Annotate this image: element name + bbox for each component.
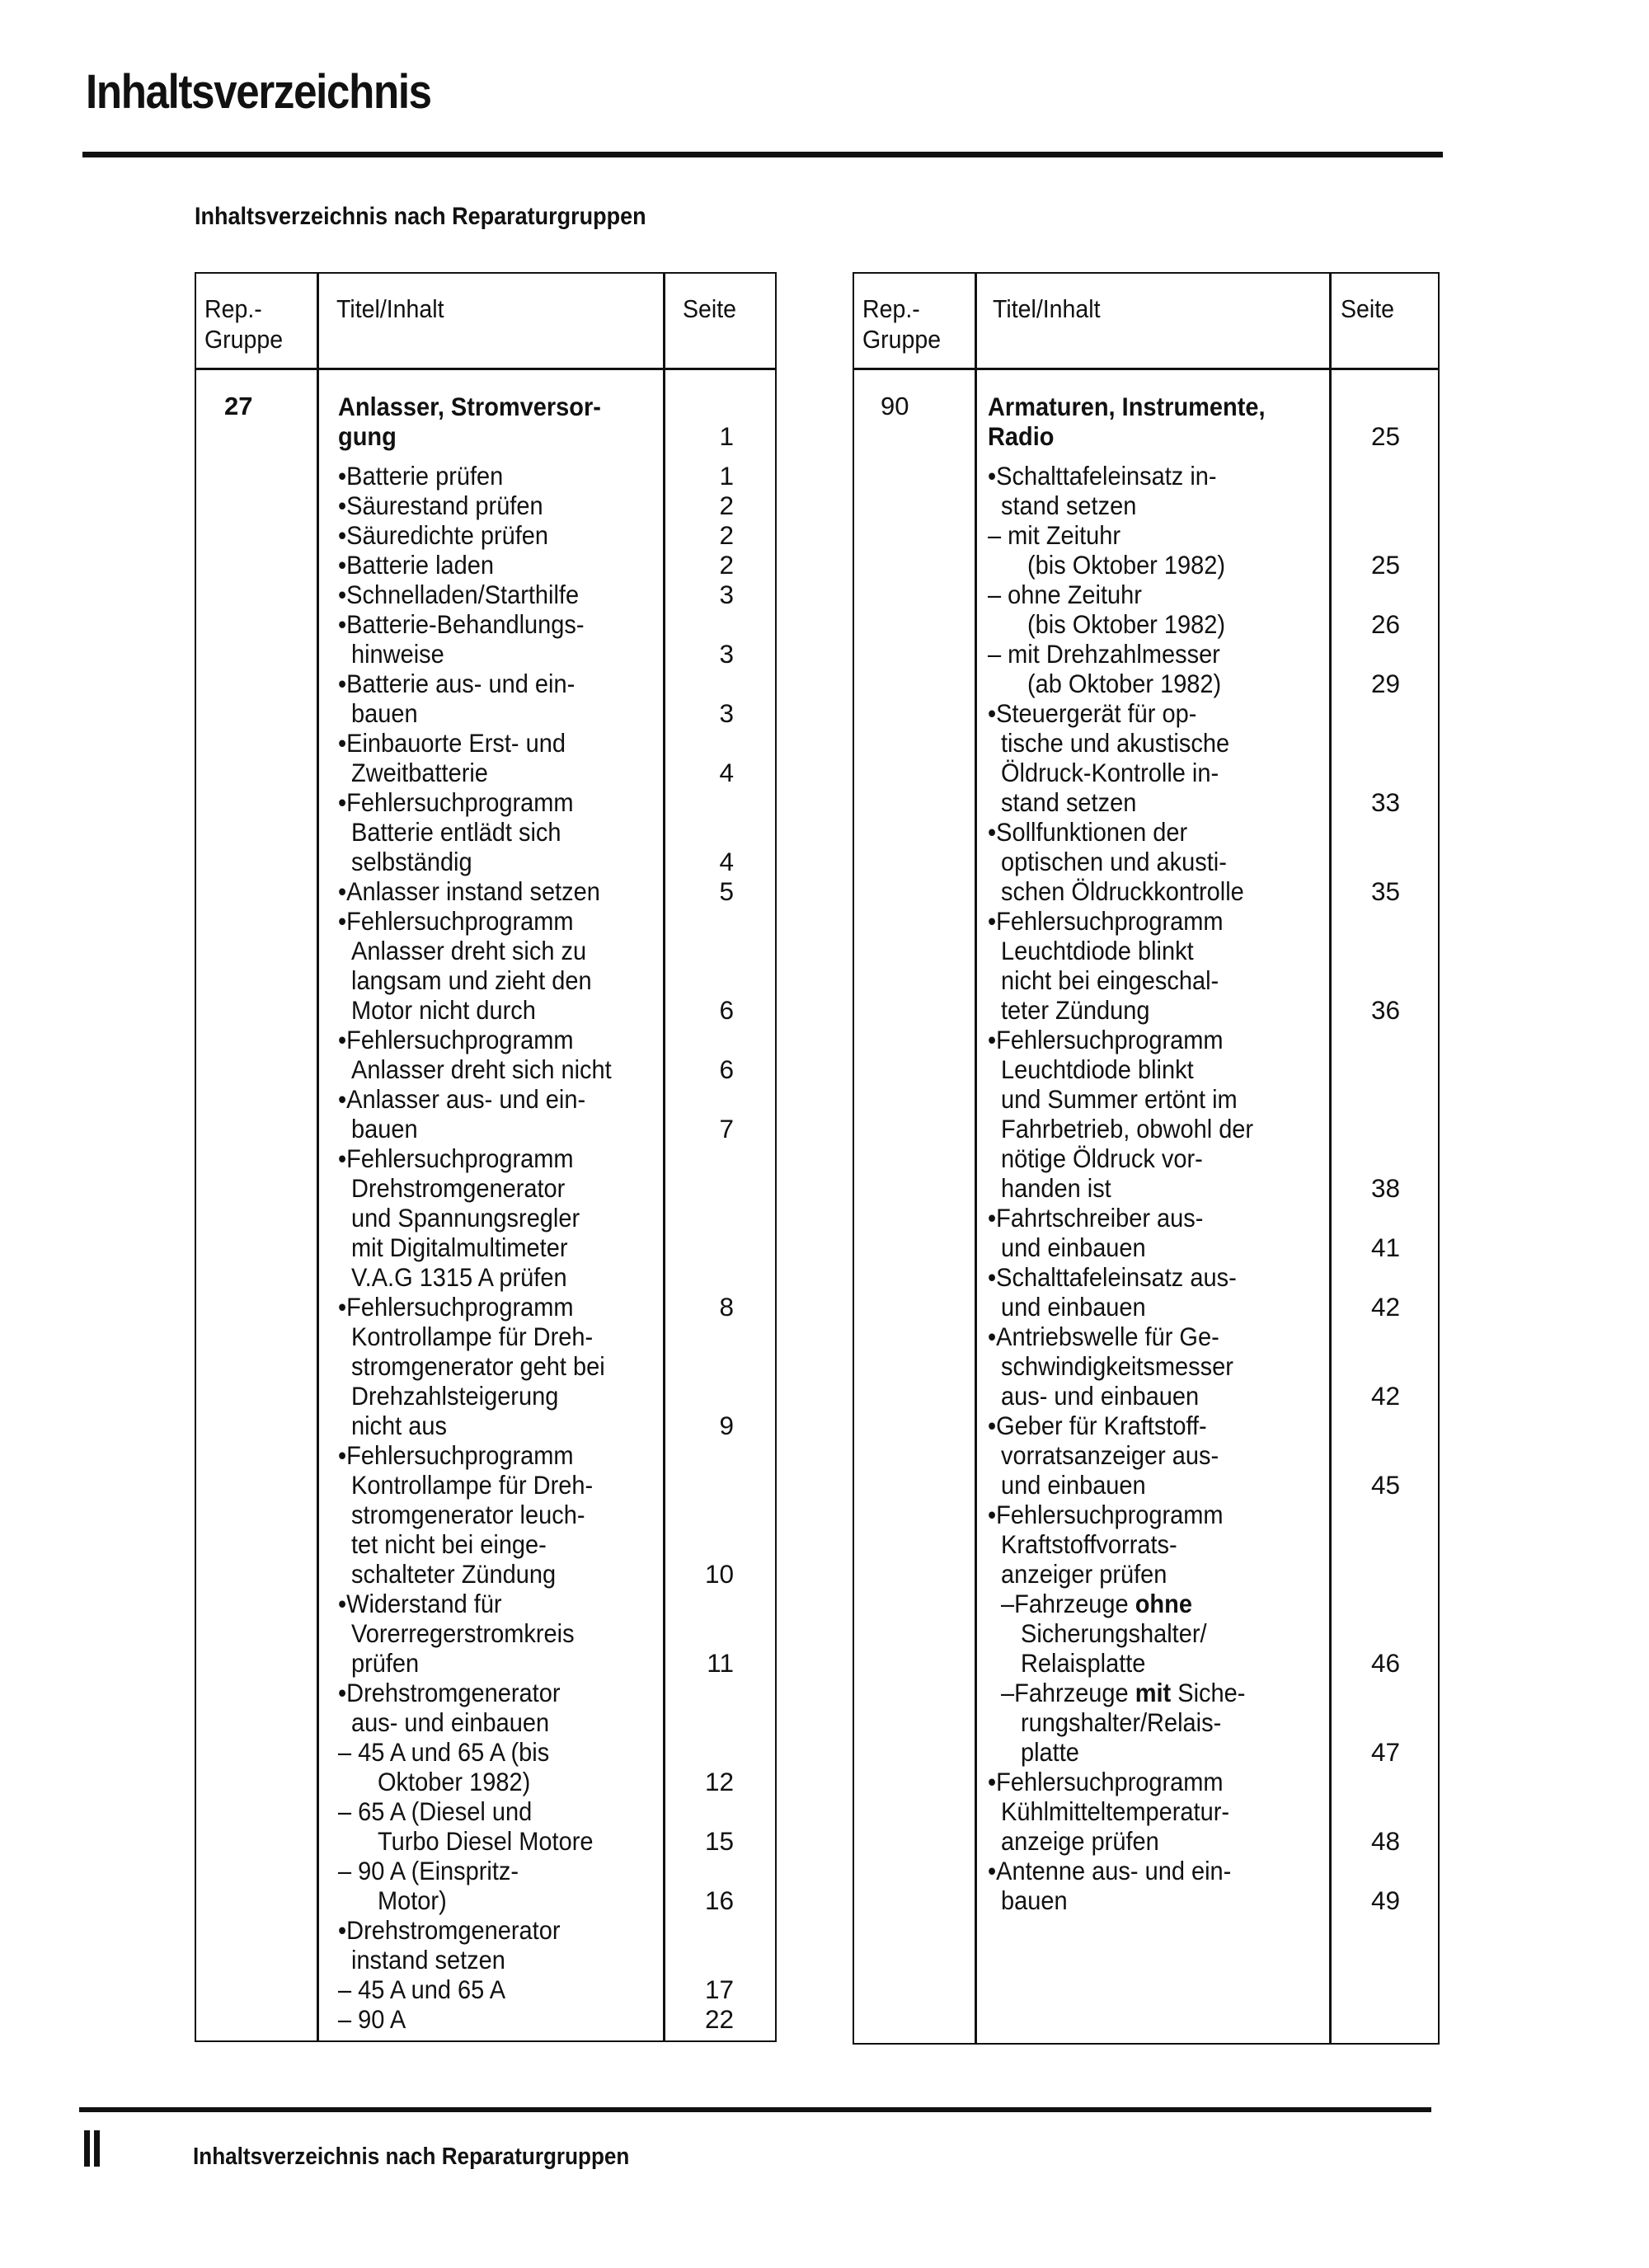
toc-entries	[988, 392, 1449, 1915]
toc-entry-line	[338, 1292, 800, 1322]
entry-text: •Fehlersuchprogramm	[988, 1025, 1224, 1054]
toc-entry-line	[338, 491, 800, 520]
entry-page-number: 42	[1370, 1292, 1400, 1322]
entry-page-number: 26	[1370, 609, 1400, 639]
entry-text: •Drehstromgenerator	[338, 1678, 561, 1707]
toc-entry-line	[988, 817, 1449, 847]
toc-entry-line	[988, 1648, 1449, 1678]
toc-entry-line	[988, 1589, 1449, 1618]
entry-text: – 45 A und 65 A (bis	[338, 1737, 550, 1767]
toc-table-right	[853, 272, 1440, 2045]
page-number-bar	[84, 2130, 90, 2167]
header-rule	[82, 152, 1443, 157]
toc-entry-line	[988, 1292, 1449, 1322]
entry-page-number: 42	[1370, 1381, 1400, 1411]
entry-text: schalteter Zündung	[351, 1559, 557, 1589]
toc-entry-line	[988, 1470, 1449, 1500]
entry-text: •Fehlersuchprogramm	[338, 906, 574, 936]
entry-text: –Fahrzeuge mit Siche-	[1001, 1678, 1246, 1707]
entry-text: –Fahrzeuge ohne	[1001, 1589, 1192, 1618]
toc-entry-line	[988, 995, 1449, 1025]
toc-entry-line	[988, 1114, 1449, 1143]
toc-entry-line	[338, 1767, 800, 1796]
toc-entry-line	[338, 995, 800, 1025]
toc-entry-line	[988, 1322, 1449, 1351]
entry-text: Fahrbetrieb, obwohl der	[1001, 1114, 1254, 1143]
entry-text: •Fehlersuchprogramm	[988, 1767, 1224, 1796]
toc-entry-line	[988, 1084, 1449, 1114]
entry-text: •Schalttafeleinsatz in-	[988, 461, 1217, 491]
entry-page-number: 49	[1370, 1885, 1400, 1915]
entry-text: Motor)	[378, 1885, 447, 1915]
toc-entry-line	[988, 1054, 1449, 1084]
toc-entry-line	[338, 728, 800, 758]
entry-text: Kontrollampe für Dreh-	[351, 1322, 594, 1351]
entry-text: •Säurestand prüfen	[338, 491, 543, 520]
toc-entry-line	[988, 1678, 1449, 1707]
entry-text: Radio	[988, 421, 1055, 451]
entry-text: Leuchtdiode blinkt	[1001, 1054, 1194, 1084]
entry-page-number: 2	[719, 491, 734, 520]
entry-page-number: 3	[719, 639, 734, 669]
toc-entry-line	[988, 1500, 1449, 1529]
toc-entry-line	[988, 1856, 1449, 1885]
toc-entry-line	[338, 1470, 800, 1500]
entry-text: Batterie entlädt sich	[351, 817, 561, 847]
entry-text: •Geber für Kraftstoff-	[988, 1411, 1207, 1440]
toc-entry-line	[338, 1885, 800, 1915]
entry-page-number: 46	[1370, 1648, 1400, 1678]
entry-text: (ab Oktober 1982)	[1027, 669, 1222, 698]
header-group-line: Gruppe	[204, 325, 284, 354]
entry-text: schen Öldruckkontrolle	[1001, 876, 1244, 906]
entry-text: Anlasser dreht sich nicht	[351, 1054, 612, 1084]
toc-entry-line	[338, 906, 800, 936]
toc-entry-line	[338, 1025, 800, 1054]
toc-entry-line	[988, 491, 1449, 520]
entry-page-number: 1	[719, 421, 734, 451]
entry-text: Anlasser, Stromversor-	[338, 392, 601, 421]
toc-entry-line	[988, 1618, 1449, 1648]
entry-text: •Einbauorte Erst- und	[338, 728, 566, 758]
toc-entry-line	[988, 698, 1449, 728]
toc-entry-line	[338, 1975, 800, 2004]
entry-text: •Antriebswelle für Ge-	[988, 1322, 1219, 1351]
entry-text: •Schalttafeleinsatz aus-	[988, 1262, 1237, 1292]
entry-text: hinweise	[351, 639, 444, 669]
entry-text: – ohne Zeituhr	[988, 580, 1142, 609]
toc-entry-line	[338, 1143, 800, 1173]
page-title: Inhaltsverzeichnis	[86, 65, 431, 119]
entry-text: aus- und einbauen	[351, 1707, 550, 1737]
toc-entry-line	[338, 2004, 800, 2034]
entry-page-number: 38	[1370, 1173, 1400, 1203]
entry-text: Drehzahlsteigerung	[351, 1381, 559, 1411]
entry-text: V.A.G 1315 A prüfen	[351, 1262, 567, 1292]
entry-text: Vorerregerstromkreis	[351, 1618, 575, 1648]
toc-entry-line	[338, 1737, 800, 1767]
toc-entry-line	[338, 1559, 800, 1589]
entry-text: Leuchtdiode blinkt	[1001, 936, 1194, 965]
entry-text: (bis Oktober 1982)	[1027, 550, 1226, 580]
entry-text: Öldruck-Kontrolle in-	[1001, 758, 1219, 787]
header-group-line: Gruppe	[862, 325, 942, 354]
entry-text: anzeiger prüfen	[1001, 1559, 1167, 1589]
entry-text: und Summer ertönt im	[1001, 1084, 1238, 1114]
entry-text: optischen und akusti-	[1001, 847, 1227, 876]
entry-gap	[988, 451, 1449, 461]
toc-entry-line	[338, 1678, 800, 1707]
entry-text: •Fehlersuchprogramm	[988, 906, 1224, 936]
entry-text: •Fehlersuchprogramm	[338, 787, 574, 817]
toc-entry-line	[338, 876, 800, 906]
header-divider	[196, 368, 775, 370]
entry-page-number: 6	[719, 995, 734, 1025]
entry-text: stand setzen	[1001, 491, 1137, 520]
toc-entry-line	[338, 936, 800, 965]
toc-entry-line	[988, 758, 1449, 787]
entry-text: prüfen	[351, 1648, 420, 1678]
section-subtitle: Inhaltsverzeichnis nach Reparaturgruppen	[195, 203, 646, 230]
entry-text: und einbauen	[1001, 1233, 1146, 1262]
entry-page-number: 9	[719, 1411, 734, 1440]
toc-entry-line	[988, 1529, 1449, 1559]
toc-entry-line	[988, 1826, 1449, 1856]
entry-text: gung	[338, 421, 397, 451]
header-group-line: Rep.-	[204, 294, 262, 323]
toc-entry-line	[988, 609, 1449, 639]
header-page: Seite	[683, 294, 737, 323]
entry-text: •Widerstand für	[338, 1589, 502, 1618]
entry-page-number: 4	[719, 758, 734, 787]
toc-entry-line	[338, 1262, 800, 1292]
group-number: 90	[881, 392, 909, 420]
entry-text: aus- und einbauen	[1001, 1381, 1200, 1411]
entry-text: und Spannungsregler	[351, 1203, 580, 1233]
entry-page-number: 48	[1370, 1826, 1400, 1856]
entry-text: •Antenne aus- und ein-	[988, 1856, 1232, 1885]
entry-page-number: 25	[1370, 550, 1400, 580]
toc-entry-line	[338, 758, 800, 787]
entry-text: – 90 A	[338, 2004, 406, 2034]
toc-entry-line	[988, 1233, 1449, 1262]
header-title: Titel/Inhalt	[993, 294, 1101, 323]
entry-text: Kühlmitteltemperatur-	[1001, 1796, 1230, 1826]
entry-text: teter Zündung	[1001, 995, 1150, 1025]
toc-entry-line	[988, 1767, 1449, 1796]
toc-entry-line	[338, 1796, 800, 1826]
entry-text: stromgenerator leuch-	[351, 1500, 585, 1529]
entry-page-number: 45	[1370, 1470, 1400, 1500]
entry-page-number: 17	[704, 1975, 734, 2004]
toc-entry-line	[988, 1737, 1449, 1767]
group-heading-line	[988, 392, 1449, 421]
entry-page-number: 4	[719, 847, 734, 876]
page-number-bar	[94, 2130, 100, 2167]
toc-entry-line	[988, 1143, 1449, 1173]
entry-text: Motor nicht durch	[351, 995, 536, 1025]
entry-text: •Steuergerät für op-	[988, 698, 1197, 728]
entry-text: bauen	[351, 698, 418, 728]
entry-text: Anlasser dreht sich zu	[351, 936, 587, 965]
toc-entry-line	[988, 1351, 1449, 1381]
header-group	[204, 293, 283, 355]
toc-entry-line	[338, 1084, 800, 1114]
entry-page-number: 8	[719, 1292, 734, 1322]
entry-text: – mit Drehzahlmesser	[988, 639, 1220, 669]
entry-text: nötige Öldruck vor-	[1001, 1143, 1203, 1173]
entry-text: •Drehstromgenerator	[338, 1915, 561, 1945]
entry-text: •Sollfunktionen der	[988, 817, 1188, 847]
entry-text: – 90 A (Einspritz-	[338, 1856, 519, 1885]
toc-entry-line	[988, 936, 1449, 965]
toc-entry-line	[988, 1440, 1449, 1470]
entry-page-number: 1	[719, 461, 734, 491]
toc-entry-line	[338, 669, 800, 698]
entry-text: •Säuredichte prüfen	[338, 520, 549, 550]
entry-text: (bis Oktober 1982)	[1027, 609, 1226, 639]
toc-entry-line	[338, 1856, 800, 1885]
column-divider	[975, 274, 977, 2043]
entry-page-number: 15	[704, 1826, 734, 1856]
entry-page-number: 36	[1370, 995, 1400, 1025]
entry-page-number: 10	[704, 1559, 734, 1589]
entry-page-number: 5	[719, 876, 734, 906]
toc-entry-line	[338, 1945, 800, 1975]
entry-text: schwindigkeitsmesser	[1001, 1351, 1233, 1381]
entry-text: – mit Zeituhr	[988, 520, 1121, 550]
toc-entry-line	[338, 1351, 800, 1381]
toc-entry-line	[338, 1173, 800, 1203]
entry-page-number: 33	[1370, 787, 1400, 817]
toc-entry-line	[988, 550, 1449, 580]
entry-page-number: 29	[1370, 669, 1400, 698]
entry-text: und einbauen	[1001, 1292, 1146, 1322]
toc-entry-line	[338, 550, 800, 580]
toc-entry-line	[338, 639, 800, 669]
entry-text: handen ist	[1001, 1173, 1111, 1203]
entry-text: mit Digitalmultimeter	[351, 1233, 568, 1262]
toc-entry-line	[988, 1203, 1449, 1233]
toc-entry-line	[338, 1440, 800, 1470]
entry-text: Sicherungshalter/	[1021, 1618, 1207, 1648]
toc-entry-line	[988, 669, 1449, 698]
entry-text: Turbo Diesel Motore	[378, 1826, 594, 1856]
entry-text: Zweitbatterie	[351, 758, 488, 787]
entry-text: langsam und zieht den	[351, 965, 592, 995]
column-divider	[317, 274, 319, 2040]
entry-page-number: 47	[1370, 1737, 1400, 1767]
entry-text: anzeige prüfen	[1001, 1826, 1159, 1856]
entry-page-number: 35	[1370, 876, 1400, 906]
toc-entry-line	[988, 1796, 1449, 1826]
entry-text: •Fehlersuchprogramm	[338, 1292, 574, 1322]
toc-entry-line	[338, 1529, 800, 1559]
entry-text: •Anlasser instand setzen	[338, 876, 600, 906]
entry-text: •Batterie-Behandlungs-	[338, 609, 585, 639]
toc-entry-line	[338, 1915, 800, 1945]
toc-entry-line	[988, 847, 1449, 876]
header-group-line: Rep.-	[862, 294, 920, 323]
entry-text: •Fehlersuchprogramm	[338, 1025, 574, 1054]
entry-page-number: 12	[704, 1767, 734, 1796]
entry-text: •Fehlersuchprogramm	[338, 1143, 574, 1173]
entry-text: tische und akustische	[1001, 728, 1230, 758]
toc-entry-line	[988, 580, 1449, 609]
entry-text: •Anlasser aus- und ein-	[338, 1084, 586, 1114]
entry-text: •Fehlersuchprogramm	[988, 1500, 1224, 1529]
toc-entry-line	[988, 520, 1449, 550]
entry-text: stromgenerator geht bei	[351, 1351, 605, 1381]
entry-page-number: 25	[1370, 421, 1400, 451]
toc-entry-line	[988, 1173, 1449, 1203]
entry-text: platte	[1021, 1737, 1079, 1767]
toc-entry-line	[988, 1025, 1449, 1054]
entry-text: bauen	[351, 1114, 418, 1143]
toc-entry-line	[338, 1411, 800, 1440]
toc-entry-line	[988, 1707, 1449, 1737]
footer-rule	[79, 2107, 1431, 2112]
toc-entry-line	[988, 1381, 1449, 1411]
toc-entry-line	[338, 1589, 800, 1618]
group-heading-line	[338, 392, 800, 421]
toc-entry-line	[988, 728, 1449, 758]
toc-entry-line	[338, 461, 800, 491]
entry-page-number: 6	[719, 1054, 734, 1084]
toc-entry-line	[988, 906, 1449, 936]
toc-entry-line	[988, 1262, 1449, 1292]
entry-text: Kontrollampe für Dreh-	[351, 1470, 594, 1500]
toc-entry-line	[988, 787, 1449, 817]
toc-entry-line	[338, 1826, 800, 1856]
entry-page-number: 3	[719, 698, 734, 728]
toc-entry-line	[338, 1054, 800, 1084]
entry-text: tet nicht bei einge-	[351, 1529, 547, 1559]
toc-table-left	[195, 272, 777, 2042]
entry-text: – 45 A und 65 A	[338, 1975, 506, 2004]
entry-text: – 65 A (Diesel und	[338, 1796, 533, 1826]
toc-entry-line	[338, 1707, 800, 1737]
toc-entry-line	[988, 1885, 1449, 1915]
toc-entry-line	[338, 580, 800, 609]
toc-entry-line	[338, 1322, 800, 1351]
toc-entry-line	[338, 1618, 800, 1648]
toc-entry-line	[338, 1203, 800, 1233]
entry-text: •Batterie prüfen	[338, 461, 504, 491]
entry-page-number: 16	[704, 1885, 734, 1915]
entry-text: Armaturen, Instrumente,	[988, 392, 1266, 421]
toc-entry-line	[338, 1381, 800, 1411]
entry-text: Kraftstoffvorrats-	[1001, 1529, 1177, 1559]
entry-text: •Schnelladen/Starthilfe	[338, 580, 580, 609]
header-divider	[854, 368, 1438, 370]
toc-entry-line	[988, 876, 1449, 906]
entry-text: rungshalter/Relais-	[1021, 1707, 1222, 1737]
toc-entry-line	[338, 609, 800, 639]
entry-text: und einbauen	[1001, 1470, 1146, 1500]
entry-text: •Fehlersuchprogramm	[338, 1440, 574, 1470]
header-group	[862, 293, 941, 355]
toc-entry-line	[988, 639, 1449, 669]
entry-text: stand setzen	[1001, 787, 1137, 817]
entry-text: •Batterie aus- und ein-	[338, 669, 576, 698]
toc-entry-line	[988, 1559, 1449, 1589]
footer-text: Inhaltsverzeichnis nach Reparaturgruppen	[193, 2144, 630, 2170]
toc-entries	[338, 392, 800, 2034]
entry-text: vorratsanzeiger aus-	[1001, 1440, 1219, 1470]
entry-page-number: 2	[719, 550, 734, 580]
entry-page-number: 2	[719, 520, 734, 550]
toc-entry-line	[338, 1500, 800, 1529]
entry-text: Oktober 1982)	[378, 1767, 531, 1796]
entry-page-number: 7	[719, 1114, 734, 1143]
group-heading-line	[988, 421, 1449, 451]
entry-text: bauen	[1001, 1885, 1068, 1915]
group-heading-line	[338, 421, 800, 451]
toc-entry-line	[988, 1411, 1449, 1440]
entry-page-number: 3	[719, 580, 734, 609]
toc-entry-line	[988, 965, 1449, 995]
entry-page-number: 41	[1370, 1233, 1400, 1262]
toc-entry-line	[338, 1233, 800, 1262]
toc-entry-line	[988, 461, 1449, 491]
entry-text: Drehstromgenerator	[351, 1173, 566, 1203]
entry-text: nicht aus	[351, 1411, 447, 1440]
entry-page-number: 22	[704, 2004, 734, 2034]
entry-gap	[338, 451, 800, 461]
toc-entry-line	[338, 698, 800, 728]
toc-entry-line	[338, 520, 800, 550]
toc-entry-line	[338, 817, 800, 847]
entry-text: Relaisplatte	[1021, 1648, 1146, 1678]
toc-entry-line	[338, 965, 800, 995]
entry-text: •Batterie laden	[338, 550, 494, 580]
toc-entry-line	[338, 847, 800, 876]
header-title: Titel/Inhalt	[336, 294, 444, 323]
entry-text: selbständig	[351, 847, 472, 876]
entry-text: nicht bei eingeschal-	[1001, 965, 1219, 995]
entry-text: •Fahrtschreiber aus-	[988, 1203, 1204, 1233]
header-page: Seite	[1341, 294, 1395, 323]
group-number: 27	[224, 392, 253, 420]
toc-entry-line	[338, 1114, 800, 1143]
toc-entry-line	[338, 1648, 800, 1678]
entry-page-number: 11	[707, 1648, 734, 1678]
entry-text: instand setzen	[351, 1945, 505, 1975]
toc-entry-line	[338, 787, 800, 817]
